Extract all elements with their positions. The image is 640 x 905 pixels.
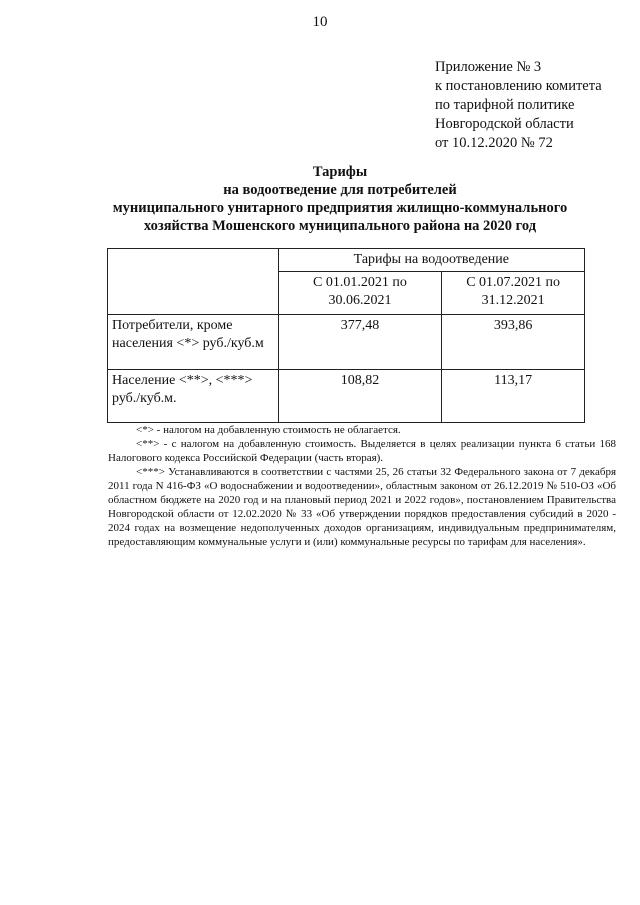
table-row	[108, 315, 585, 370]
period-header-cell: С 01.07.2021 по 31.12.2021	[442, 272, 585, 315]
tariff-value-cell: 108,82	[278, 370, 442, 423]
document-title	[60, 163, 620, 235]
appendix-line: к постановлению комитета	[435, 78, 602, 94]
footnote: <**> - с налогом на добавленную стоимость. Выделяется в целях реализации пункта 6 статьи 168 Налогового кодекса Российской Федерации (часть вторая).	[108, 438, 616, 464]
footnote: <*> - налогом на добавленную стоимость не облагается.	[136, 424, 401, 436]
appendix-line: по тарифной политике	[435, 97, 575, 113]
footnote: <***> Устанавливаются в соответствии с частями 25, 26 статьи 32 Федерального закона от 7 декабря 2011 года N 416-ФЗ «О водоснабжении и водоотведении», областным законом от 26.12.2019 № 510-ОЗ «Об областном бюджете на 2020 год и на плановый период 2021 и 2022 годов», постановлением Правительства Новгородской области от 12.02.2020 № 33 «Об утверждении порядков предоставления субсидий в 2020 - 2024 годах на возмещение недополученных доходов организациям, индивидуальным предпринимателям, предоставляющим коммунальные услуги и (или) коммунальные ресурсы по тарифам для населения».	[108, 466, 616, 548]
footnotes	[108, 423, 616, 549]
title-line: Тарифы	[312, 164, 368, 180]
tariff-value-cell: 377,48	[278, 315, 442, 370]
title-line: на водоотведение для потребителей	[223, 182, 457, 198]
consumer-label-cell: Население <**>, <***> руб./куб.м.	[108, 370, 279, 423]
empty-corner-cell	[108, 249, 279, 315]
page-number: 10	[312, 14, 328, 30]
appendix-reference	[435, 58, 602, 153]
consumer-label-cell: Потребители, кроме населения <*> руб./куб.м	[108, 315, 279, 370]
table-header-row	[108, 249, 585, 272]
tariff-value-cell: 393,86	[442, 315, 585, 370]
group-header-cell: Тарифы на водоотведение	[278, 249, 584, 272]
period-header-cell: С 01.01.2021 по 30.06.2021	[278, 272, 442, 315]
table-row	[108, 370, 585, 423]
title-line: муниципального унитарного предприятия жилищно-коммунального	[112, 200, 568, 216]
title-line: хозяйства Мошенского муниципального района на 2020 год	[143, 218, 537, 234]
appendix-line: Приложение № 3	[435, 59, 542, 75]
appendix-line: от 10.12.2020 № 72	[435, 135, 553, 151]
appendix-line: Новгородской области	[435, 116, 574, 132]
tariff-value-cell: 113,17	[442, 370, 585, 423]
tariff-table	[107, 248, 585, 423]
